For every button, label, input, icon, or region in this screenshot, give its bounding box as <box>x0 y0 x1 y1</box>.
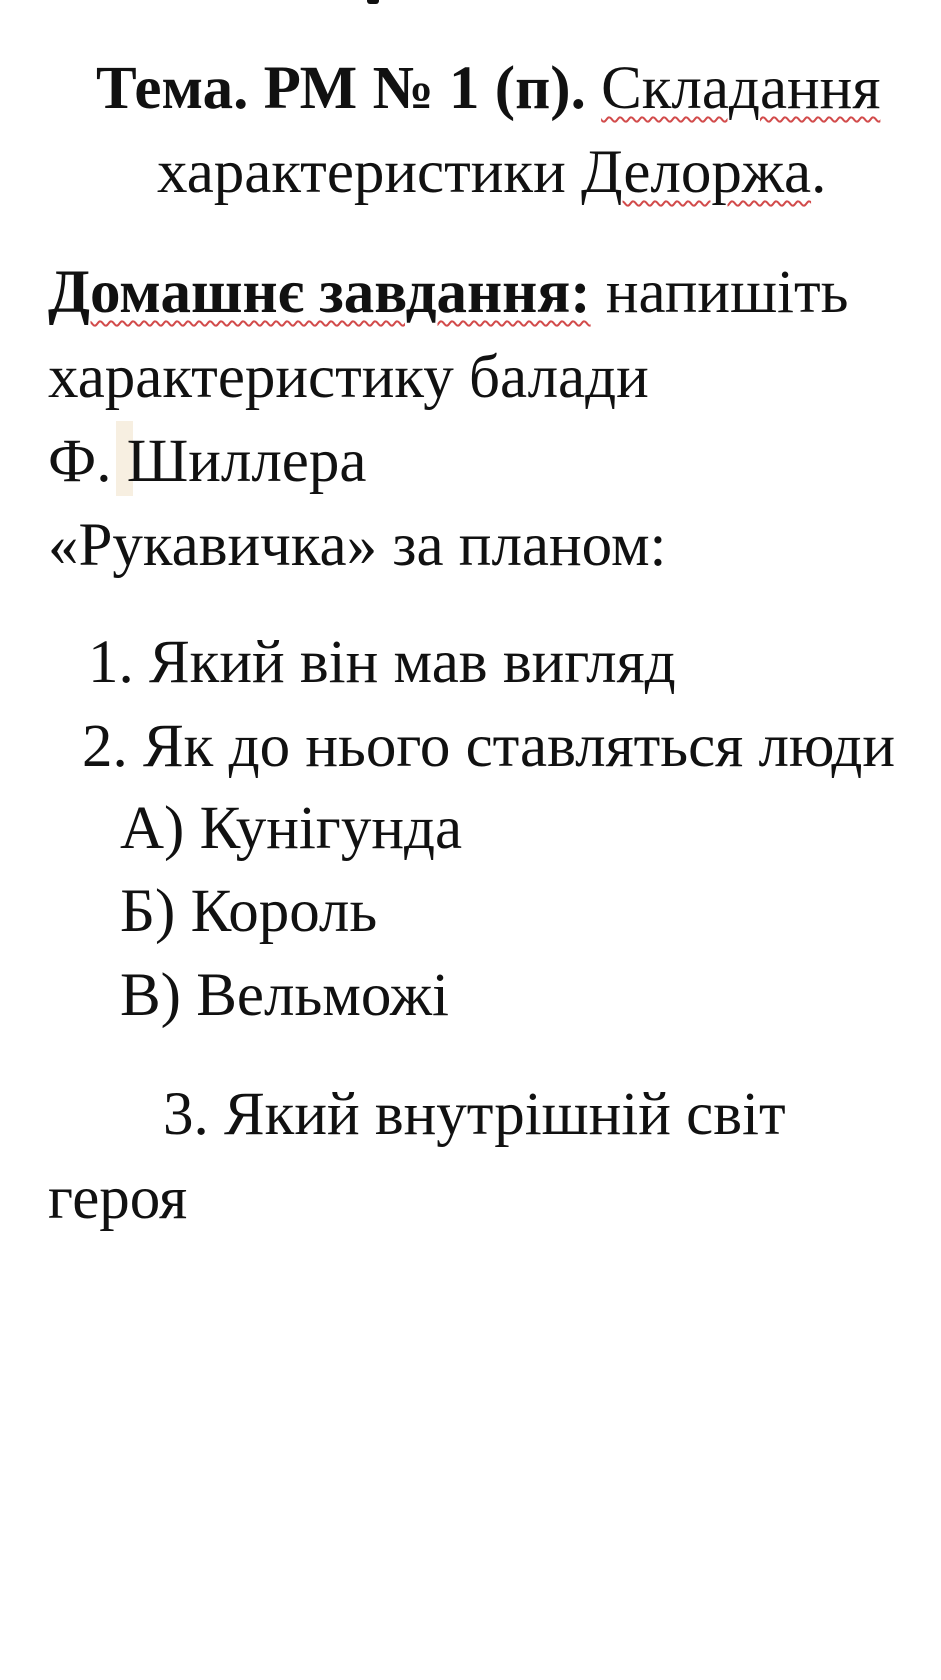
plan-item-3-continuation: героя <box>48 1165 188 1232</box>
homework-line-1 <box>48 259 849 326</box>
topic-text-period: . <box>811 139 827 206</box>
plan-item-1: 1. Який він мав вигляд <box>88 629 676 696</box>
homework-label: Домашнє завдання: <box>48 259 591 326</box>
plan-item-2: 2. Як до нього ставляться люди <box>82 713 896 780</box>
plan-sub-item-c: В) Вельможі <box>120 962 449 1029</box>
topic-heading-line-1 <box>96 55 881 122</box>
plan-sub-item-b: Б) Король <box>120 878 378 945</box>
plan-item-3: 3. Який внутрішній світ <box>163 1081 786 1148</box>
homework-line-3: Ф. Шиллера <box>48 428 367 495</box>
topic-heading-line-2 <box>157 139 827 206</box>
topic-text-word-2: характеристики <box>157 139 566 206</box>
cropped-text-fragment <box>367 0 379 4</box>
topic-text-word-1: Складання <box>601 55 881 122</box>
homework-text-1: напишіть <box>605 259 849 326</box>
homework-line-4: «Рукавичка» за планом: <box>48 512 667 579</box>
homework-line-2: характеристику балади <box>48 344 649 411</box>
topic-text-word-3: Делоржа <box>580 139 812 206</box>
topic-label: Тема. РМ № 1 (п). <box>96 55 586 122</box>
plan-sub-item-a: А) Кунігунда <box>120 795 463 862</box>
